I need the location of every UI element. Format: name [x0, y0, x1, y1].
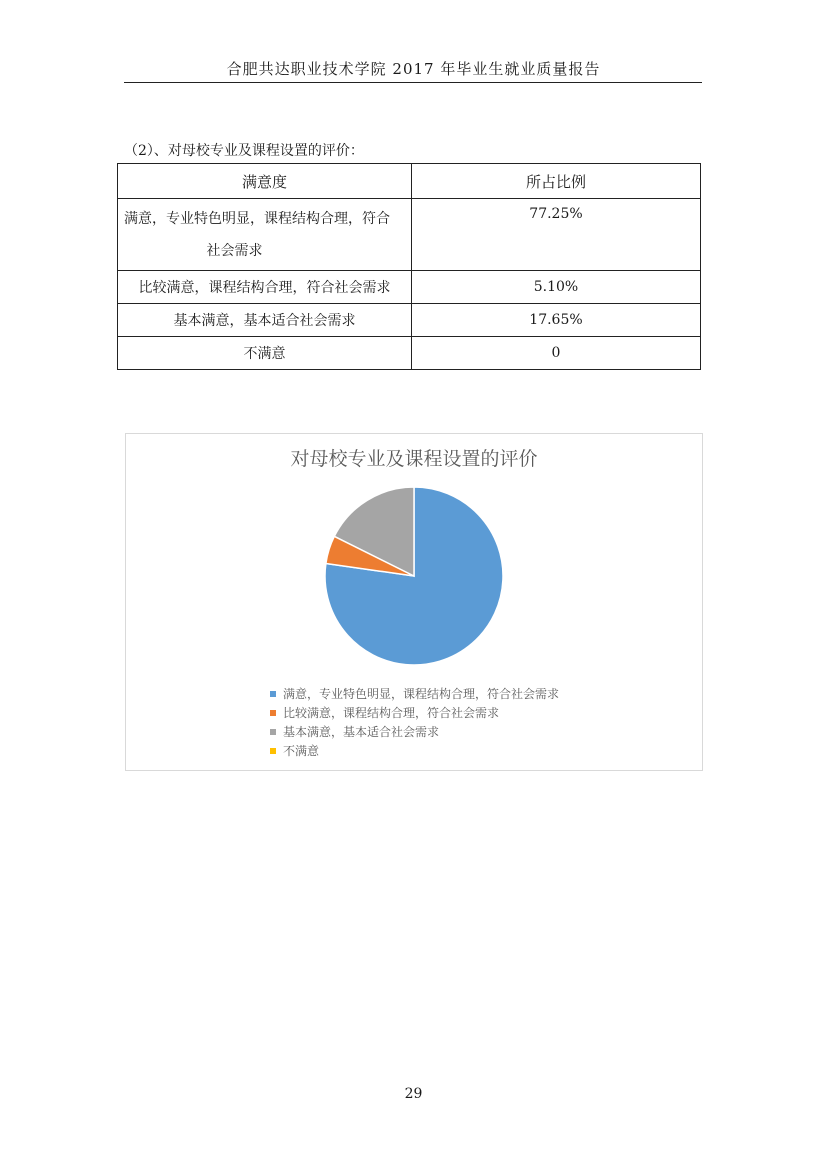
legend-label: 满意，专业特色明显，课程结构合理，符合社会需求 [283, 687, 560, 701]
legend-swatch [270, 691, 276, 697]
legend-swatch [270, 729, 276, 735]
legend-item [270, 684, 559, 703]
table-row [118, 271, 701, 304]
header-proportion: 所占比例 [412, 164, 701, 199]
header-title: 合肥共达职业技术学院 2017 年毕业生就业质量报告 [226, 60, 601, 78]
legend-label: 基本满意，基本适合社会需求 [283, 725, 440, 739]
chart-title: 对母校专业及课程设置的评价 [290, 448, 538, 470]
section-heading: （2）、对母校专业及课程设置的评价： [124, 143, 364, 159]
chart-legend [270, 684, 559, 760]
table-row [118, 337, 701, 370]
legend-label: 不满意 [283, 744, 320, 758]
row-label-line2: 社会需求 [206, 242, 263, 259]
legend-item [270, 741, 559, 760]
row-label [118, 199, 412, 271]
evaluation-table [117, 163, 701, 370]
row-label-line1: 满意，专业特色明显，课程结构合理，符合 [124, 210, 390, 227]
row-label: 比较满意，课程结构合理，符合社会需求 [118, 271, 412, 304]
row-label: 基本满意，基本适合社会需求 [118, 304, 412, 337]
legend-item [270, 722, 559, 741]
pie-chart [125, 433, 703, 771]
legend-swatch [270, 710, 276, 716]
legend-label: 比较满意，课程结构合理，符合社会需求 [283, 706, 500, 720]
table-row [118, 304, 701, 337]
row-value: 77.25% [412, 199, 701, 271]
row-label: 不满意 [118, 337, 412, 370]
row-value: 5.10% [412, 271, 701, 304]
table-header-row [118, 164, 701, 199]
page-number: 29 [404, 1086, 423, 1102]
row-value: 0 [412, 337, 701, 370]
legend-item [270, 703, 559, 722]
legend-swatch [270, 748, 276, 754]
table-row [118, 199, 701, 271]
row-value: 17.65% [412, 304, 701, 337]
header-rule [124, 82, 702, 83]
header-satisfaction: 满意度 [118, 164, 412, 199]
